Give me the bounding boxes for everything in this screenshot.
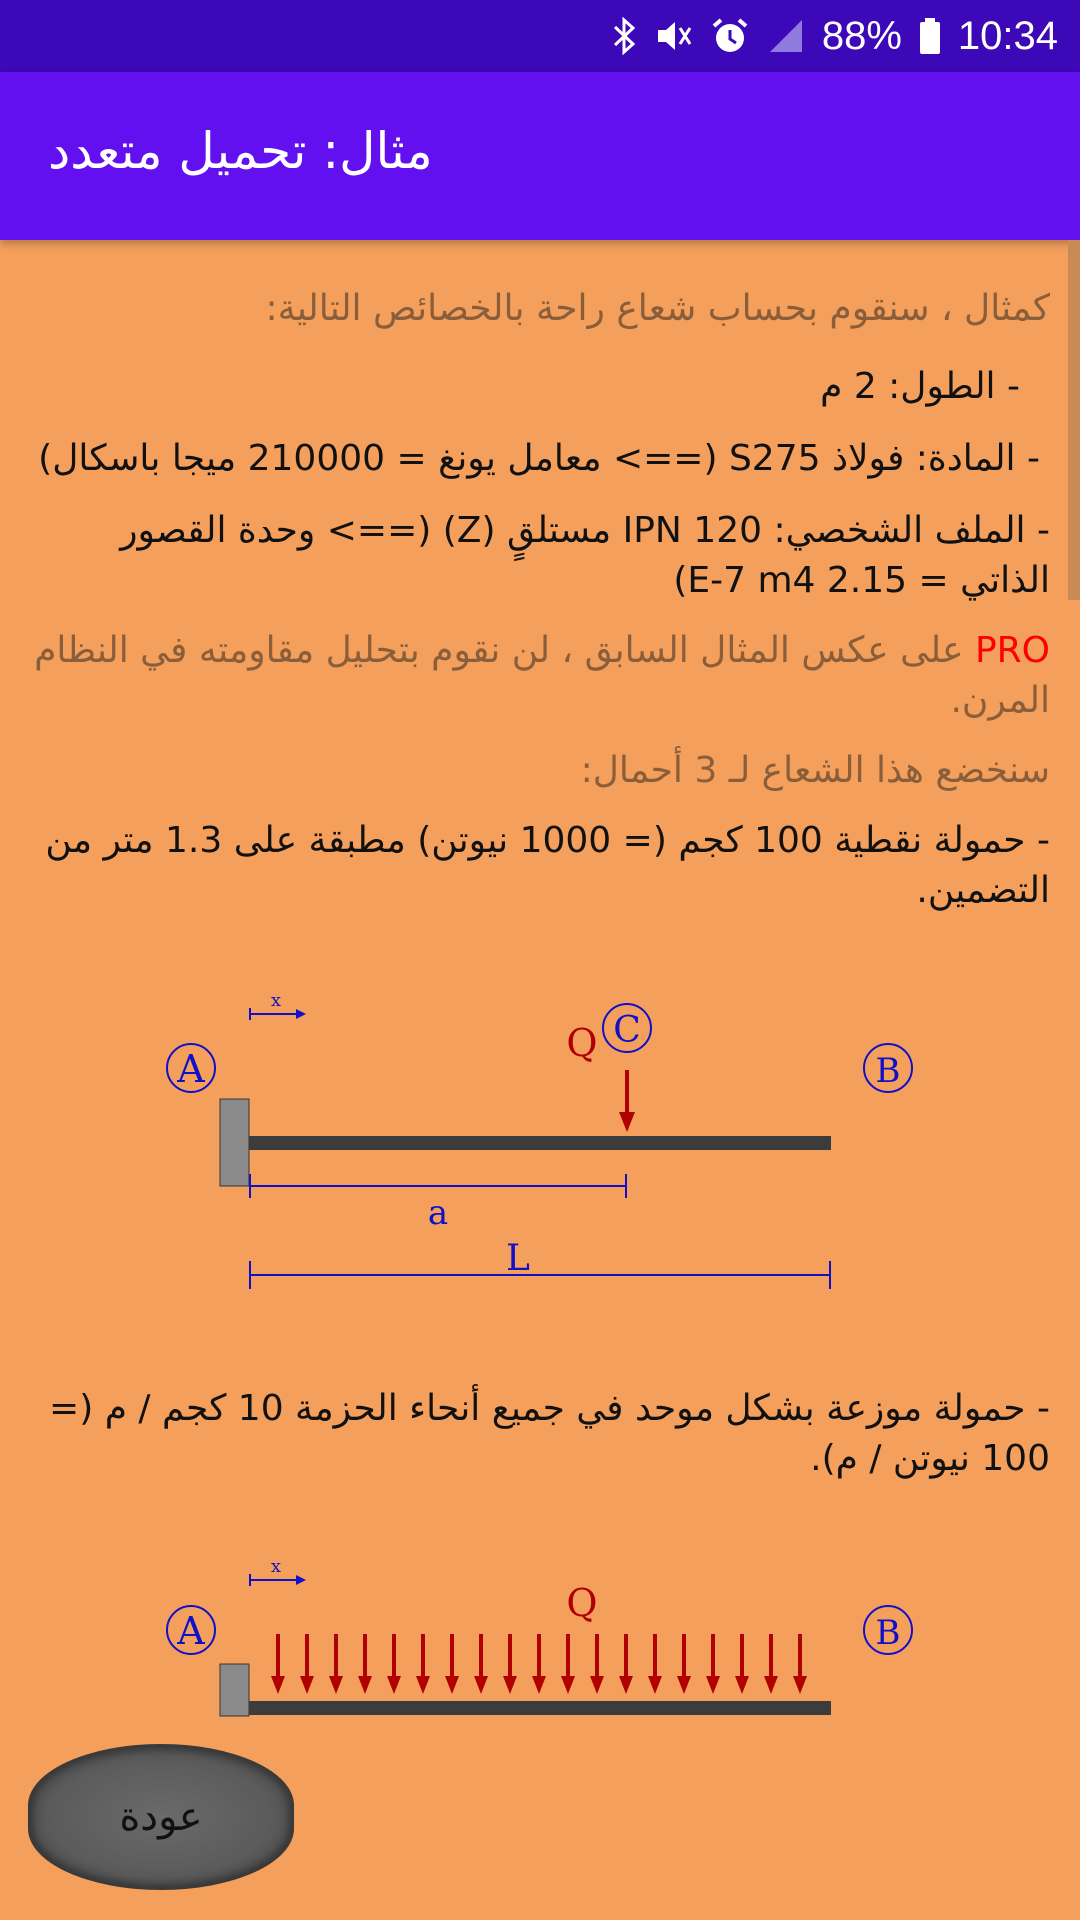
point-load-diagram [0, 980, 1080, 1300]
x-label: x [270, 1556, 282, 1577]
dimension-a [250, 1174, 626, 1233]
distributed-load-diagram [0, 1550, 1080, 1720]
svg-text:C: C [613, 1010, 641, 1051]
load-arrow [619, 1634, 633, 1694]
svg-text:A: A [177, 1047, 205, 1091]
load1-text: - حمولة نقطية 100 كجم (= 1000 نيوتن) مطبقة على 1.3 متر من التضمين. [45, 820, 1050, 911]
load-arrow [474, 1634, 488, 1694]
support-a-label [167, 1044, 215, 1092]
fixed-support [220, 1664, 249, 1716]
app-bar [0, 72, 1080, 240]
load-arrow [445, 1634, 459, 1694]
scrollbar[interactable] [1068, 240, 1080, 600]
point-load-arrow [619, 1070, 635, 1132]
page-title: مثال: تحميل متعدد [48, 122, 433, 180]
intro-text: كمثال ، سنقوم بحساب شعاع راحة بالخصائص التالية: [265, 288, 1050, 329]
load2-text: - حمولة موزعة بشكل موحد في جميع أنحاء الحزمة 10 كجم / م (= 100 نيوتن / م). [49, 1388, 1050, 1479]
load-arrow [387, 1634, 401, 1694]
load-arrow [329, 1634, 343, 1694]
elastic-text [30, 626, 1050, 726]
dimension-l [250, 1238, 830, 1289]
x-axis-arrow [250, 990, 306, 1020]
svg-text:A: A [177, 1609, 205, 1653]
length-text: - الطول: 2 م [820, 366, 1020, 407]
load-arrow [300, 1634, 314, 1694]
x-axis-arrow [250, 1556, 306, 1586]
signal-icon [766, 16, 806, 56]
vibrate-icon [654, 16, 694, 56]
loads-intro-text: سنخضع هذا الشعاع لـ 3 أحمال: [580, 750, 1050, 791]
load-q-label: Q [566, 1021, 598, 1065]
load-arrow [503, 1634, 517, 1694]
battery-icon [918, 16, 942, 56]
support-a-label [167, 1606, 215, 1654]
beam [249, 1136, 831, 1150]
distributed-load-arrows [271, 1634, 807, 1694]
fixed-support [220, 1099, 249, 1186]
load-arrow [416, 1634, 430, 1694]
support-b-label [864, 1044, 912, 1092]
load-arrow [532, 1634, 546, 1694]
pro-badge: PRO [974, 630, 1050, 671]
beam [249, 1701, 831, 1715]
bluetooth-icon [612, 16, 638, 56]
support-b-label [864, 1606, 912, 1654]
load-arrow [793, 1634, 807, 1694]
load-arrow [271, 1634, 285, 1694]
battery-percent: 88% [821, 13, 902, 58]
load-arrow [561, 1634, 575, 1694]
svg-text:B: B [875, 1051, 901, 1091]
load-arrow [358, 1634, 372, 1694]
clock: 10:34 [957, 13, 1058, 58]
point-c-label [603, 1004, 651, 1052]
load-arrow [735, 1634, 749, 1694]
profile-text: - الملف الشخصي: IPN 120 مستلقٍ (Z) (==> وحدة القصور الذاتي = 2.15 E-7 m4) [120, 510, 1050, 601]
svg-text:a: a [427, 1193, 449, 1233]
load-arrow [677, 1634, 691, 1694]
load-q-label: Q [566, 1581, 598, 1625]
load-arrow [764, 1634, 778, 1694]
material-text: - المادة: فولاذ S275 (==> معامل يونغ = 210000 ميجا باسكال) [38, 438, 1040, 479]
load-arrow [648, 1634, 662, 1694]
x-label: x [270, 990, 282, 1011]
back-button[interactable]: عودة [28, 1744, 294, 1890]
svg-text:B: B [875, 1613, 901, 1653]
svg-text:L: L [506, 1238, 530, 1279]
load-arrow [590, 1634, 604, 1694]
status-bar [0, 0, 1080, 72]
elastic-sentence: على عكس المثال السابق ، لن نقوم بتحليل مقاومته في النظام المرن. [34, 630, 1050, 721]
alarm-icon [710, 16, 750, 56]
load-arrow [706, 1634, 720, 1694]
